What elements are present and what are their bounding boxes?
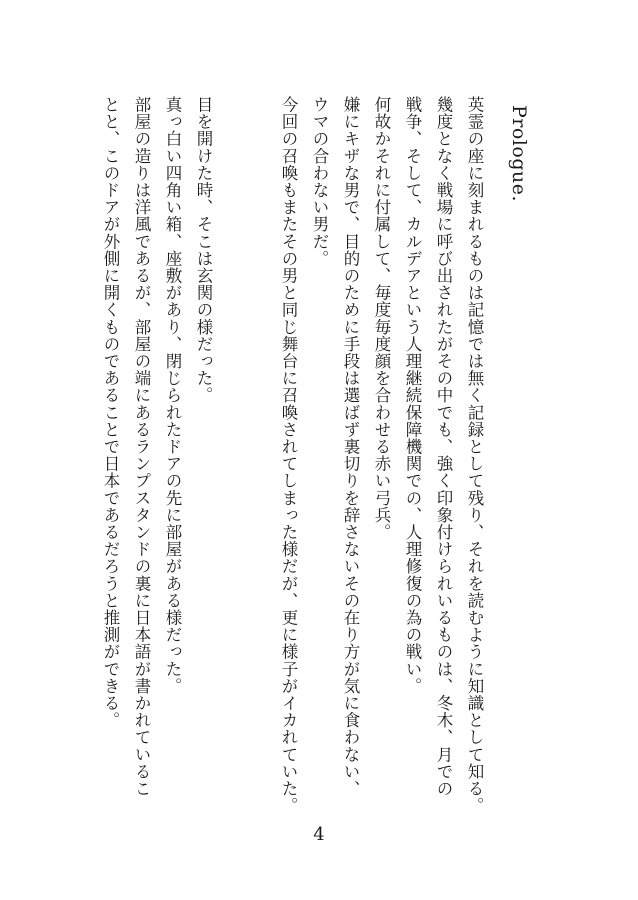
text-line-10: 部屋の造りは洋風であるが、部屋の端にあるランプスタンドの裏に日本語が書かれているこ: [132, 96, 151, 798]
text-line-8: 目を開けた時、そこは玄関の様だった。: [194, 96, 213, 404]
text-line-9: 真っ白い四角い箱、座敷があり、閉じられたドアの先に部屋がある様だった。: [163, 96, 182, 695]
text-line-6: ウマの合わない男だ。: [310, 96, 329, 267]
text-line-3: 戦争、そして、カルデアという人理継続保障機関での、人理修復の為の戦い。: [403, 96, 422, 695]
text-line-5: 嫌にキザな男で、目的のために手段は選ばず裏切りを辞さないその在り方が気に食わない、: [341, 96, 360, 798]
text-line-7: 今回の召喚もまたその男と同じ舞台に召喚されてしまった様だが、更に様子がイカれていた。: [279, 96, 298, 815]
text-line-2: 幾度となく戦場に呼び出されたがその中でも、強く印象付けられいるものは、冬木、月での: [434, 96, 453, 798]
text-line-1: 英霊の座に刻まれるものは記憶では無く記録として残り、それを読むように知識として知る。: [465, 96, 484, 815]
text-line-11: とと、このドアが外側に開くものであることで日本であるだろうと推測ができる。: [101, 96, 120, 729]
text-line-4: 何故かそれに付属して、毎度毎度顔を合わせる赤い弓兵。: [372, 96, 391, 541]
chapter-heading: Prologue.: [508, 105, 530, 203]
page-number: 4: [313, 824, 325, 845]
